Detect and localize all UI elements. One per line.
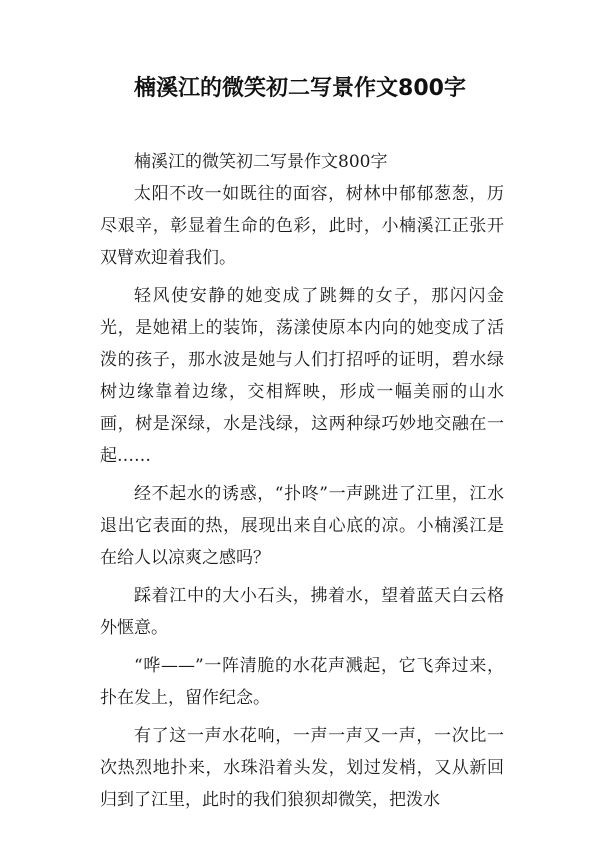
paragraph: 太阳不改一如既往的面容，树林中郁郁葱葱，历尽艰辛，彰显着生命的色彩，此时，小楠溪江正张开双臂欢迎着我们。 <box>100 184 504 268</box>
paragraph: 经不起水的诱惑，“扑咚”一声跳进了江里，江水退出它表面的热，展现出来自心底的凉。小楠溪江是在给人以凉爽之感吗？ <box>100 484 504 568</box>
document-title: 楠溪江的微笑初二写景作文800字 <box>134 76 466 101</box>
paragraph: “哗——”一阵清脆的水花声溅起，它飞奔过来，扑在发上，留作纪念。 <box>100 656 504 708</box>
document-subtitle: 楠溪江的微笑初二写景作文800字 <box>134 152 388 172</box>
paragraph: 踩着江中的大小石头，拂着水，望着蓝天白云格外惬意。 <box>100 586 504 638</box>
paragraph: 轻风使安静的她变成了跳舞的女子，那闪闪金光，是她裙上的装饰，荡漾使原本内向的她变成了活泼的孩子，那水波是她与人们打招呼的证明，碧水绿树边缘靠着边缘，交相辉映，形成一幅美丽的山水画，树是深绿，水是浅绿，这两种绿巧妙地交融在一起…… <box>100 286 504 466</box>
document-body <box>100 146 504 816</box>
paragraph: 有了这一声水花响，一声一声又一声，一次比一次热烈地扑来，水珠沿着头发，划过发梢，又从新回归到了江里，此时的我们狼狈却微笑，把泼水 <box>100 726 504 810</box>
